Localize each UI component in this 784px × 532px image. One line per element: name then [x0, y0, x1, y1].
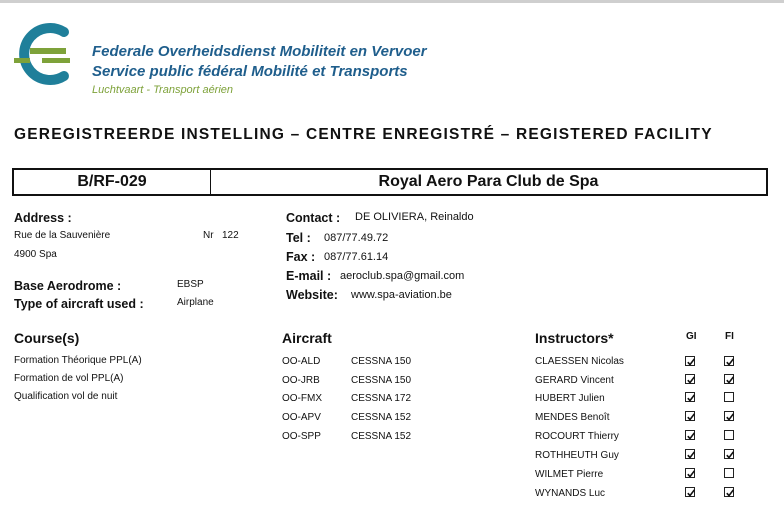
instructor-name: WILMET Pierre [535, 469, 604, 480]
instructor-gi-checkbox[interactable] [685, 449, 695, 459]
email-label: E-mail : [286, 269, 332, 283]
base-aerodrome-value: EBSP [177, 279, 204, 290]
agency-line-2: Service public fédéral Mobilité et Transports [92, 63, 408, 80]
check-icon [725, 375, 735, 385]
check-icon [725, 450, 735, 460]
address-city: 4900 Spa [14, 249, 57, 260]
instructor-fi-checkbox[interactable] [724, 468, 734, 478]
check-icon [686, 431, 696, 441]
base-aerodrome-label: Base Aerodrome : [14, 279, 122, 293]
agency-line-3: Luchtvaart - Transport aérien [92, 84, 234, 96]
aircraft-reg: OO-APV [282, 412, 321, 423]
instructor-gi-checkbox[interactable] [685, 411, 695, 421]
instructor-name: CLAESSEN Nicolas [535, 356, 624, 367]
agency-line-1: Federale Overheidsdienst Mobiliteit en Vervoer [92, 43, 427, 60]
instructor-name: MENDES Benoît [535, 412, 610, 423]
course-item: Qualification vol de nuit [14, 391, 118, 402]
instructor-fi-checkbox[interactable] [724, 356, 734, 366]
fi-column-header: FI [725, 331, 734, 342]
instructor-name: HUBERT Julien [535, 393, 605, 404]
fax-label: Fax : [286, 250, 316, 264]
tel-value: 087/77.49.72 [324, 232, 389, 244]
address-label: Address : [14, 211, 72, 225]
check-icon [725, 488, 735, 498]
aircraft-reg: OO-SPP [282, 431, 321, 442]
address-nr: 122 [222, 230, 239, 241]
instructor-fi-checkbox[interactable] [724, 374, 734, 384]
email-value[interactable]: aeroclub.spa@gmail.com [340, 270, 465, 282]
aircraft-reg: OO-FMX [282, 393, 322, 404]
instructor-name: ROCOURT Thierry [535, 431, 619, 442]
check-icon [725, 357, 735, 367]
address-nr-label: Nr [203, 230, 214, 241]
address-street: Rue de la Sauvenière [14, 230, 111, 241]
check-icon [686, 469, 696, 479]
check-icon [686, 488, 696, 498]
check-icon [686, 393, 696, 403]
instructor-gi-checkbox[interactable] [685, 468, 695, 478]
aircraft-model: CESSNA 150 [351, 375, 412, 386]
courses-heading: Course(s) [14, 330, 80, 346]
instructor-fi-checkbox[interactable] [724, 449, 734, 459]
instructor-gi-checkbox[interactable] [685, 430, 695, 440]
instructor-name: WYNANDS Luc [535, 488, 606, 499]
check-icon [686, 357, 696, 367]
aircraft-model: CESSNA 150 [351, 356, 412, 367]
facility-name: Royal Aero Para Club de Spa [378, 173, 599, 190]
check-icon [725, 412, 735, 422]
aircraft-heading: Aircraft [282, 330, 332, 346]
instructor-name: GERARD Vincent [535, 375, 614, 386]
contact-label: Contact : [286, 211, 341, 225]
mobility-logo-icon [12, 18, 84, 90]
tel-label: Tel : [286, 231, 311, 245]
instructor-name: ROTHHEUTH Guy [535, 450, 619, 461]
instructor-gi-checkbox[interactable] [685, 374, 695, 384]
check-icon [686, 375, 696, 385]
aircraft-type-label: Type of aircraft used : [14, 297, 144, 311]
aircraft-model: CESSNA 152 [351, 412, 412, 423]
facility-id-box [12, 168, 768, 196]
website-label: Website: [286, 288, 338, 302]
check-icon [686, 450, 696, 460]
agency-name [92, 42, 427, 98]
course-item: Formation de vol PPL(A) [14, 373, 124, 384]
instructor-gi-checkbox[interactable] [685, 392, 695, 402]
instructor-fi-checkbox[interactable] [724, 411, 734, 421]
fax-value: 087/77.61.14 [324, 251, 389, 263]
page-title: GEREGISTREERDE INSTELLING – CENTRE ENREGISTRÉ – REGISTERED FACILITY [14, 126, 713, 143]
aircraft-type-value: Airplane [177, 297, 214, 308]
gi-column-header: GI [686, 331, 697, 342]
top-border [0, 0, 784, 3]
aircraft-reg: OO-JRB [282, 375, 320, 386]
instructors-heading: Instructors* [535, 330, 614, 346]
aircraft-reg: OO-ALD [282, 356, 321, 367]
aircraft-model: CESSNA 152 [351, 431, 412, 442]
instructor-fi-checkbox[interactable] [724, 487, 734, 497]
course-item: Formation Théorique PPL(A) [14, 355, 142, 366]
check-icon [686, 412, 696, 422]
instructor-gi-checkbox[interactable] [685, 356, 695, 366]
instructor-fi-checkbox[interactable] [724, 430, 734, 440]
instructor-gi-checkbox[interactable] [685, 487, 695, 497]
website-value[interactable]: www.spa-aviation.be [351, 289, 452, 301]
aircraft-model: CESSNA 172 [351, 393, 412, 404]
contact-value: DE OLIVIERA, Reinaldo [355, 211, 474, 223]
instructor-fi-checkbox[interactable] [724, 392, 734, 402]
facility-code: B/RF-029 [14, 170, 211, 194]
